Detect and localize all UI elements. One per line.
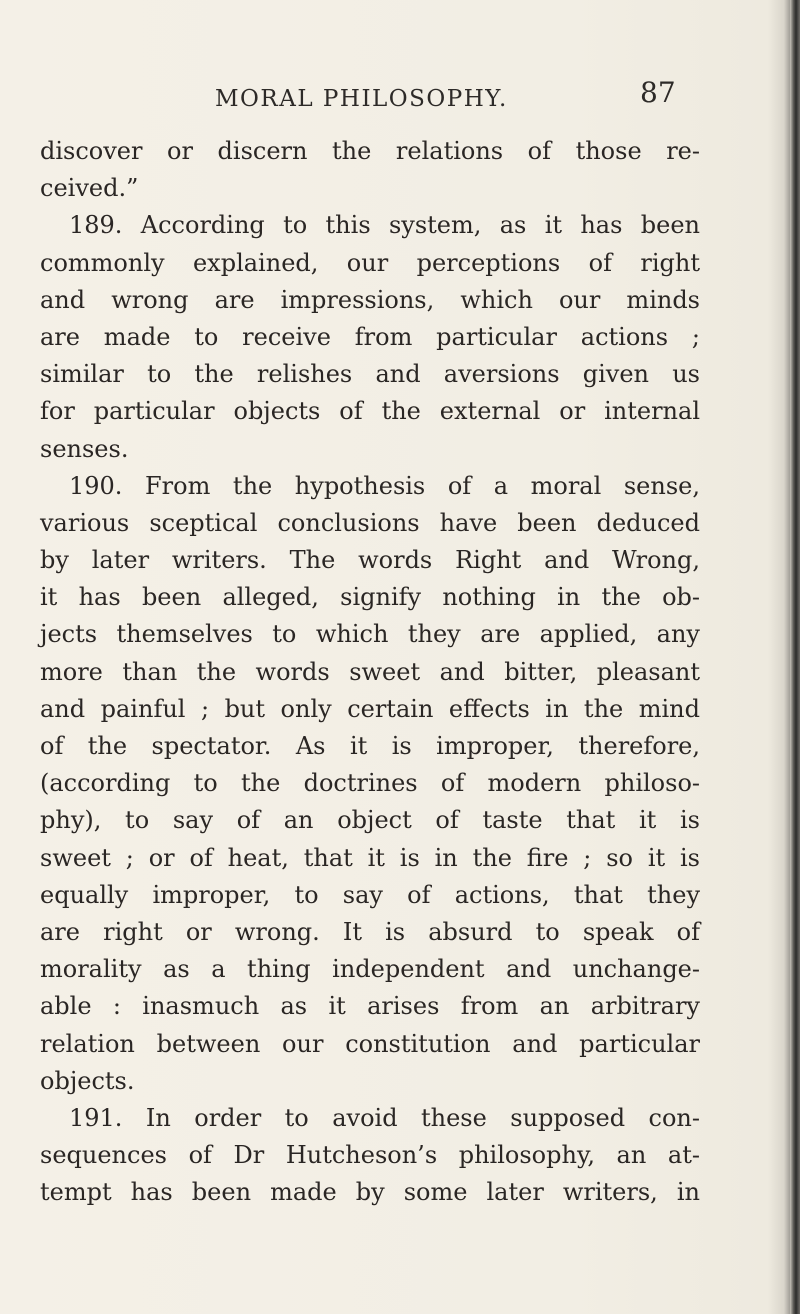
text-line: it has been alleged, signify nothing in the ob-: [40, 583, 700, 612]
text-line: equally improper, to say of actions, that they: [40, 880, 700, 909]
text-line: commonly explained, our perceptions of right: [40, 248, 700, 277]
text-line: ceived.”: [40, 174, 139, 203]
text-line: senses.: [40, 434, 129, 463]
text-line: for particular objects of the external or internal: [40, 397, 700, 426]
text-line: discover or discern the relations of those re-: [40, 137, 700, 165]
text-line: 190. From the hypothesis of a moral sense,: [69, 471, 700, 500]
text-line: are made to receive from particular actions ;: [40, 322, 700, 351]
text-line: 191. In order to avoid these supposed con-: [69, 1103, 700, 1132]
page-binding-edge: [790, 0, 800, 1314]
text-line: phy), to say of an object of taste that it is: [40, 806, 700, 835]
text-line: of the spectator. As it is improper, therefore,: [40, 732, 700, 760]
text-line: morality as a thing independent and unchange-: [40, 955, 700, 984]
text-line: objects.: [40, 1066, 135, 1095]
text-line: by later writers. The words Right and Wrong,: [40, 546, 700, 575]
text-line: jects themselves to which they are applied, any: [40, 620, 700, 649]
body-text: [40, 133, 700, 1211]
running-head: MORAL PHILOSOPHY.: [215, 86, 508, 112]
text-line: and wrong are impressions, which our minds: [40, 285, 700, 314]
text-line: able : inasmuch as it arises from an arbitrary: [40, 992, 700, 1021]
text-line: sequences of Dr Hutcheson’s philosophy, an at-: [40, 1141, 700, 1170]
page-number: 87: [640, 76, 676, 109]
text-line: 189. According to this system, as it has been: [69, 211, 700, 240]
text-line: tempt has been made by some later writers, in: [40, 1178, 700, 1207]
text-line: relation between our constitution and particular: [40, 1029, 700, 1058]
text-line: sweet ; or of heat, that it is in the fire ; so it is: [40, 843, 700, 872]
page-header: [0, 76, 800, 126]
text-line: are right or wrong. It is absurd to speak of: [40, 917, 700, 946]
text-line: more than the words sweet and bitter, pleasant: [40, 657, 700, 686]
text-line: various sceptical conclusions have been deduced: [40, 508, 700, 537]
text-line: similar to the relishes and aversions given us: [40, 360, 700, 389]
text-line: (according to the doctrines of modern philoso-: [40, 769, 700, 798]
text-line: and painful ; but only certain effects in the mind: [40, 694, 700, 723]
